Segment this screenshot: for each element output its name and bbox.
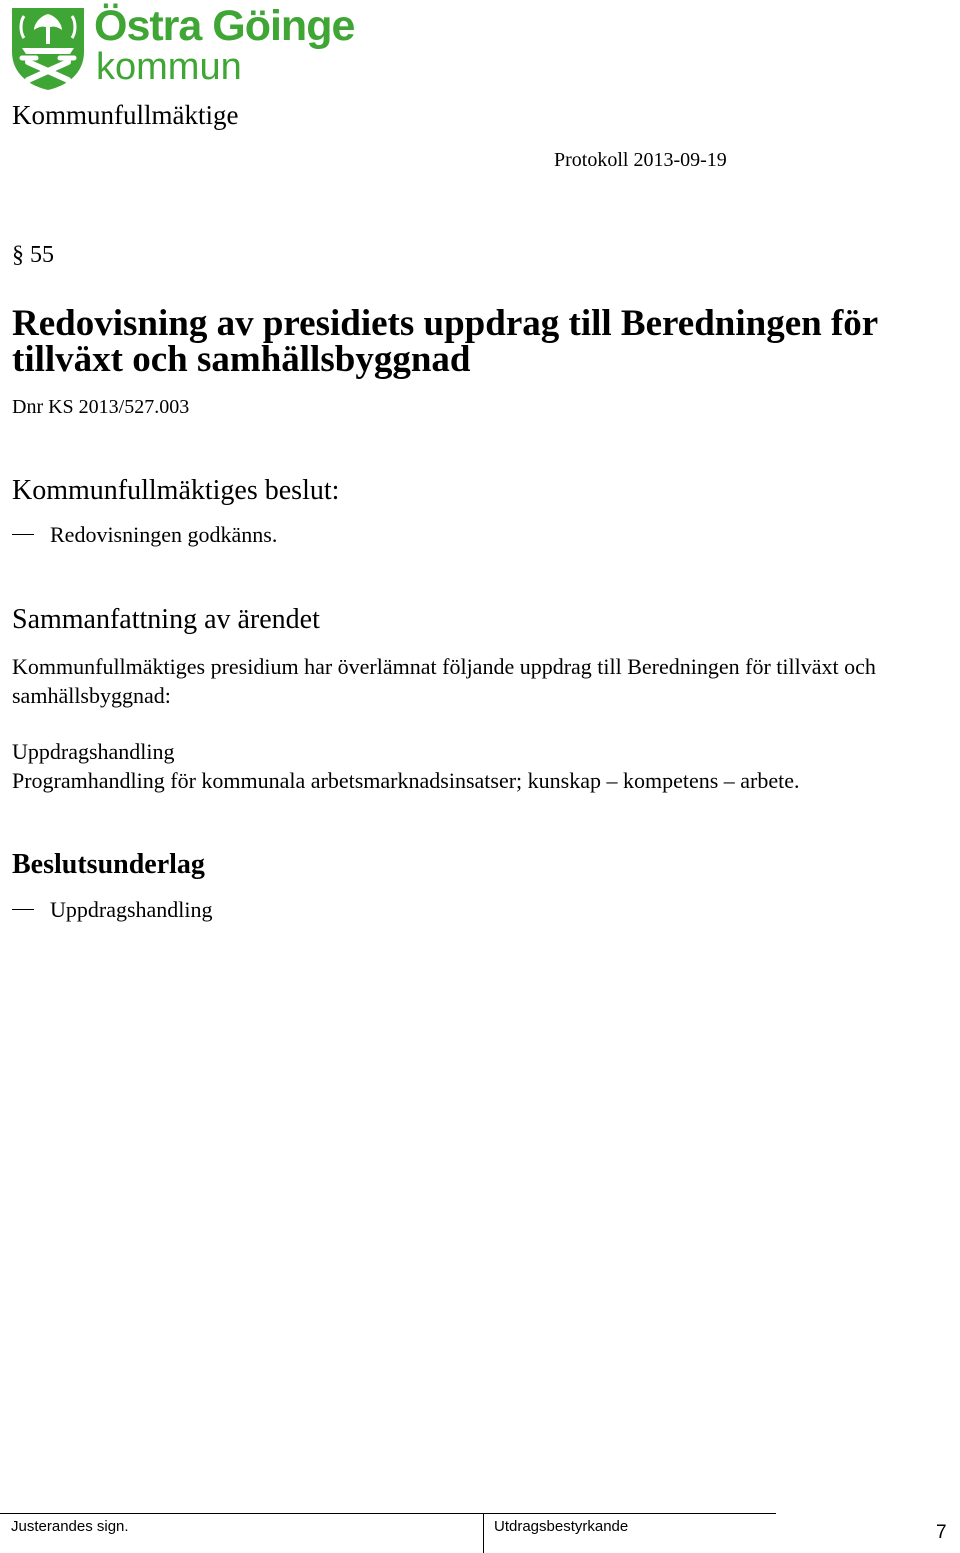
logo-name-line2: kommun — [96, 46, 242, 88]
coat-of-arms-icon — [10, 6, 86, 90]
paragraph-number — [12, 242, 54, 269]
decision-item-text: Redovisningen godkänns. — [50, 522, 278, 547]
dash-bullet — [12, 534, 34, 535]
org-title: Kommunfullmäktige — [12, 100, 239, 130]
footer-rule — [0, 1513, 776, 1514]
signers-label: Justerandes sign. — [11, 1518, 129, 1535]
decision-list-item — [12, 522, 277, 548]
item-title — [12, 303, 960, 380]
case-number: Dnr KS 2013/527.003 — [12, 396, 190, 418]
page-number: 7 — [936, 1522, 947, 1543]
basis-heading: Beslutsunderlag — [12, 849, 205, 880]
item-title-line2: tillväxt och samhällsbyggnad — [12, 339, 471, 380]
item-title-line1: Redovisning av presidiets uppdrag till Beredningen för — [12, 303, 879, 344]
paragraph-symbol: § — [12, 242, 24, 268]
protocol-date: Protokoll 2013-09-19 — [554, 149, 727, 171]
logo-name-line1: Östra Göinge — [94, 2, 355, 50]
paragraph-number-value: 55 — [30, 242, 54, 268]
basis-list-item — [12, 897, 213, 923]
assignment-block — [12, 737, 957, 795]
municipality-logo — [10, 2, 355, 92]
dash-bullet — [12, 909, 34, 910]
basis-item-text: Uppdragshandling — [50, 897, 213, 922]
assignment-label: Uppdragshandling — [12, 739, 175, 764]
footer-divider — [483, 1513, 484, 1553]
assignment-text: Programhandling för kommunala arbetsmarknadsinsatser; kunskap – kompetens – arbete. — [12, 768, 800, 793]
certifier-label: Utdragsbestyrkande — [494, 1518, 629, 1535]
summary-text: Kommunfullmäktiges presidium har överlämnat följande uppdrag till Beredningen för tillväxt och samhällsbyggnad: — [12, 654, 876, 708]
decision-heading: Kommunfullmäktiges beslut: — [12, 475, 340, 506]
summary-heading: Sammanfattning av ärendet — [12, 604, 320, 635]
